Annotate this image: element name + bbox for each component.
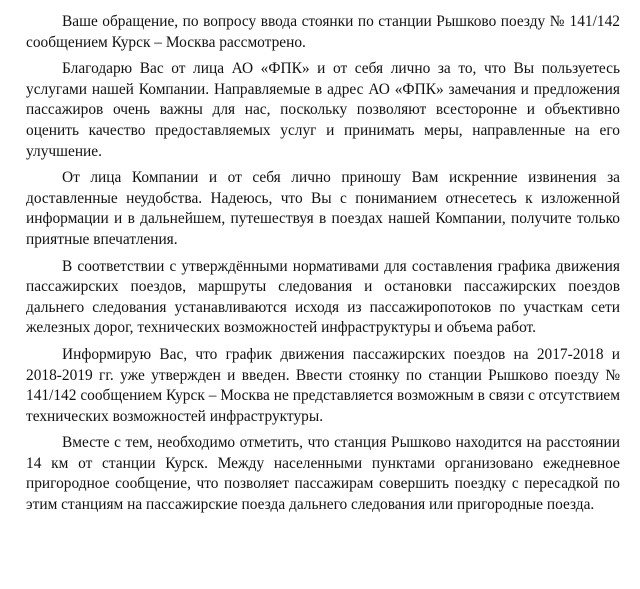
paragraph-alternative: Вместе с тем, необходимо отметить, что станция Рышково находится на расстоянии 14 км от станции Курск. Между населенными пунктами организовано ежедневное пригородное сообщение, что позволяет пассажирам совершить поездку с пересадкой по этим станциям на пассажирские поезда дальнего следования или пригородные поезда. [26,434,620,514]
paragraph-gratitude: Благодарю Вас от лица АО «ФПК» и от себя лично за то, что Вы пользуетесь услугами нашей Компании. Направляемые в адрес АО «ФПК» замечания и предложения пассажиров очень важны для нас, поскольку позволяют всесторонне и объективно оценить качество предоставляемых услуг и принимать меры, направленные на его улучшение. [26,60,620,160]
paragraph-regulations: В соответствии с утверждёнными нормативами для составления графика движения пассажирских поездов, маршруты следования и остановки пассажирских поездов дальнего следования устанавливаются исходя из пассажиропотоков по участкам сети железных дорог, технических возможностей инфраструктуры и объема работ. [26,257,620,337]
paragraph-apology: От лица Компании и от себя лично приношу Вам искренние извинения за доставленные неудобства. Надеюсь, что Вы с пониманием отнесетесь к изложенной информации и в дальнейшем, путешествуя в поездах нашей Компании, получите только приятные впечатления. [26,169,620,248]
letter-body [26,12,620,522]
paragraph-request-reviewed: Ваше обращение, по вопросу ввода стоянки по станции Рышково поезду № 141/142 сообщением Курск – Москва рассмотрено. [26,13,620,51]
paragraph-schedule-info: Информирую Вас, что график движения пассажирских поездов на 2017-2018 и 2018-2019 гг. уже утвержден и введен. Ввести стоянку по станции Рышково поезду № 141/142 сообщением Курск – Москва не представляется возможным в связи с отсутствием технических возможностей инфраструктуры. [26,345,620,425]
